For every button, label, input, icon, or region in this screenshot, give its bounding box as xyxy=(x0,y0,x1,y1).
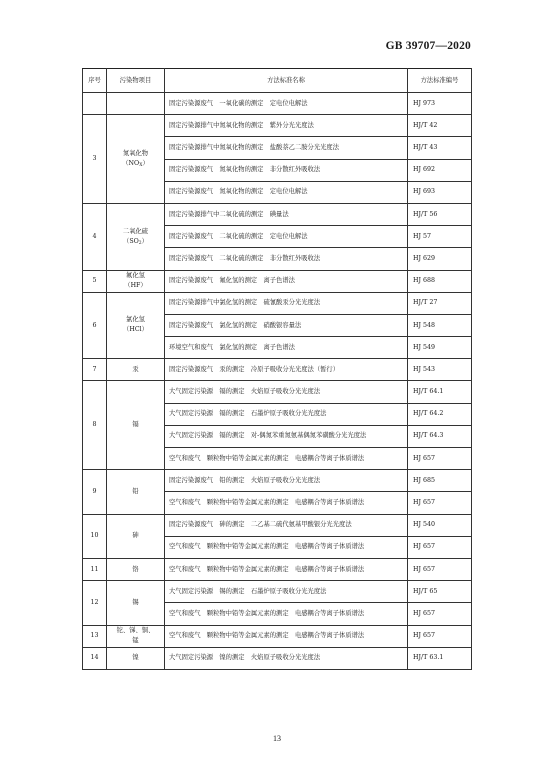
pollutant-cell xyxy=(107,203,165,270)
method-code-cell: HJ 688 xyxy=(408,270,472,292)
pollutant-name-line: $(NO_X)$ xyxy=(122,160,149,168)
method-name-cell: 固定污染源排气中二氧化硫的测定 碘量法 xyxy=(165,203,408,225)
method-standard-table xyxy=(82,68,472,670)
method-name-cell: 大气固定污染源 镉的测定 对-偶氮苯重氮氨基偶氮苯磺酸分光光度法 xyxy=(165,425,408,447)
table-row xyxy=(83,625,472,647)
pollutant-cell xyxy=(107,270,165,292)
pollutant-name-line: 氯化氢 xyxy=(126,316,145,324)
row-number-cell: 10 xyxy=(83,514,107,558)
row-number-cell: 8 xyxy=(83,381,107,470)
method-code-cell: HJ/T 56 xyxy=(408,203,472,225)
method-name-cell: 固定污染源废气 二氧化硫的测定 定电位电解法 xyxy=(165,226,408,248)
method-name-cell: 固定污染源废气 氮氧化物的测定 定电位电解法 xyxy=(165,181,408,203)
method-name-cell: 固定污染源废气 氯化氢的测定 硝酸银容量法 xyxy=(165,314,408,336)
pollutant-cell xyxy=(107,381,165,470)
method-name-cell: 大气固定污染源 镍的测定 火焰原子吸收分光光度法 xyxy=(165,647,408,669)
table-row xyxy=(83,359,472,381)
row-number-cell: 11 xyxy=(83,558,107,580)
method-code-cell: HJ/T 63.1 xyxy=(408,647,472,669)
method-name-cell: 大气固定污染源 镉的测定 火焰原子吸收分光光度法 xyxy=(165,381,408,403)
pollutant-name-line: 汞 xyxy=(132,365,139,373)
method-name-cell: 固定污染源废气 氟化氢的测定 离子色谱法 xyxy=(165,270,408,292)
pollutant-name-line: 镍 xyxy=(132,654,139,662)
method-code-cell: HJ 685 xyxy=(408,470,472,492)
pollutant-name-line: 砷 xyxy=(132,532,139,540)
pollutant-name-line: 锰 xyxy=(132,637,139,645)
method-name-cell: 固定污染源废气 砷的测定 二乙基二硫代氨基甲酸银分光光度法 xyxy=(165,514,408,536)
row-number-cell: 4 xyxy=(83,203,107,270)
method-name-cell: 固定污染源排气中氮氧化物的测定 紫外分光光度法 xyxy=(165,115,408,137)
method-code-cell: HJ 629 xyxy=(408,248,472,270)
method-name-cell: 环境空气和废气 氯化氢的测定 离子色谱法 xyxy=(165,337,408,359)
method-code-cell: HJ 549 xyxy=(408,337,472,359)
method-code-cell: HJ 657 xyxy=(408,536,472,558)
method-name-cell: 固定污染源排气中氯化氢的测定 硫氰酸汞分光光度法 xyxy=(165,292,408,314)
table-header-row xyxy=(83,69,472,93)
table-row xyxy=(83,558,472,580)
row-number-cell: 9 xyxy=(83,470,107,514)
method-name-cell: 空气和废气 颗粒物中铅等金属元素的测定 电感耦合等离子体质谱法 xyxy=(165,536,408,558)
method-code-cell: HJ 657 xyxy=(408,448,472,470)
method-name-cell: 大气固定污染源 镉的测定 石墨炉原子吸收分光光度法 xyxy=(165,403,408,425)
pollutant-cell xyxy=(107,292,165,359)
method-code-cell: HJ 657 xyxy=(408,558,472,580)
pollutant-name-line: 锡 xyxy=(132,598,139,606)
method-code-cell: HJ 657 xyxy=(408,603,472,625)
method-code-cell: HJ/T 42 xyxy=(408,115,472,137)
pollutant-cell xyxy=(107,581,165,625)
col-header-code: 方法标准编号 xyxy=(408,69,472,93)
row-number-cell: 13 xyxy=(83,625,107,647)
method-code-cell: HJ 543 xyxy=(408,359,472,381)
table-row xyxy=(83,647,472,669)
table-row xyxy=(83,292,472,314)
method-name-cell: 固定污染源废气 汞的测定 冷原子吸收分光光度法（暂行） xyxy=(165,359,408,381)
pollutant-name-line: 氟化氢 xyxy=(126,272,145,280)
pollutant-cell xyxy=(107,514,165,558)
col-header-method: 方法标准名称 xyxy=(165,69,408,93)
pollutant-cell xyxy=(107,558,165,580)
pollutant-name-line: 铊、锑、铜、 xyxy=(116,627,155,635)
method-name-cell: 空气和废气 颗粒物中铅等金属元素的测定 电感耦合等离子体质谱法 xyxy=(165,492,408,514)
pollutant-cell xyxy=(107,93,165,115)
row-number-cell: 12 xyxy=(83,581,107,625)
pollutant-name-line: 二氧化硫$(SO_2)$ xyxy=(122,227,149,246)
table-row xyxy=(83,203,472,225)
method-name-cell: 空气和废气 颗粒物中铅等金属元素的测定 电感耦合等离子体质谱法 xyxy=(165,625,408,647)
method-name-cell: 固定污染源排气中氮氧化物的测定 盐酸萘乙二胺分光光度法 xyxy=(165,137,408,159)
col-header-pollutant: 污染物项目 xyxy=(107,69,165,93)
pollutant-cell xyxy=(107,625,165,647)
method-name-cell: 固定污染源废气 氮氧化物的测定 非分散红外吸收法 xyxy=(165,159,408,181)
method-code-cell: HJ 548 xyxy=(408,314,472,336)
method-name-cell: 空气和废气 颗粒物中铅等金属元素的测定 电感耦合等离子体质谱法 xyxy=(165,558,408,580)
row-number-cell: 5 xyxy=(83,270,107,292)
pollutant-name-line: 镉 xyxy=(132,421,139,429)
table-row xyxy=(83,93,472,115)
method-code-cell: HJ 973 xyxy=(408,93,472,115)
method-name-cell: 固定污染源废气 一氧化碳的测定 定电位电解法 xyxy=(165,93,408,115)
pollutant-name-line: 铬 xyxy=(132,565,139,573)
col-header-no: 序号 xyxy=(83,69,107,93)
method-code-cell: HJ 693 xyxy=(408,181,472,203)
table-row xyxy=(83,470,472,492)
table-row xyxy=(83,381,472,403)
row-number-cell: 14 xyxy=(83,647,107,669)
method-code-cell: HJ 57 xyxy=(408,226,472,248)
method-code-cell: HJ/T 64.3 xyxy=(408,425,472,447)
method-code-cell: HJ/T 27 xyxy=(408,292,472,314)
pollutant-name-line: （HF） xyxy=(124,282,147,290)
pollutant-cell xyxy=(107,647,165,669)
method-code-cell: HJ/T 65 xyxy=(408,581,472,603)
method-name-cell: 空气和废气 颗粒物中铅等金属元素的测定 电感耦合等离子体质谱法 xyxy=(165,448,408,470)
table-row xyxy=(83,514,472,536)
method-code-cell: HJ 657 xyxy=(408,625,472,647)
method-code-cell: HJ 657 xyxy=(408,492,472,514)
table-row xyxy=(83,270,472,292)
pollutant-name-line: （HCl） xyxy=(123,326,148,334)
row-number-cell: 7 xyxy=(83,359,107,381)
pollutant-name-line: 氮氧化物 xyxy=(122,149,149,157)
pollutant-cell xyxy=(107,470,165,514)
method-code-cell: HJ/T 64.2 xyxy=(408,403,472,425)
row-number-cell xyxy=(83,93,107,115)
method-name-cell: 空气和废气 颗粒物中铅等金属元素的测定 电感耦合等离子体质谱法 xyxy=(165,603,408,625)
page-number: 13 xyxy=(273,734,281,743)
method-code-cell: HJ 540 xyxy=(408,514,472,536)
pollutant-cell xyxy=(107,115,165,204)
method-code-cell: HJ/T 43 xyxy=(408,137,472,159)
table-body xyxy=(83,93,472,670)
method-code-cell: HJ/T 64.1 xyxy=(408,381,472,403)
table-row xyxy=(83,581,472,603)
pollutant-name-line: 铅 xyxy=(132,487,139,495)
row-number-cell: 6 xyxy=(83,292,107,359)
method-name-cell: 大气固定污染源 锡的测定 石墨炉原子吸收分光光度法 xyxy=(165,581,408,603)
document-code: GB 39707—2020 xyxy=(385,40,471,52)
method-code-cell: HJ 692 xyxy=(408,159,472,181)
method-name-cell: 固定污染源废气 铅的测定 火焰原子吸收分光光度法 xyxy=(165,470,408,492)
table-row xyxy=(83,115,472,137)
row-number-cell: 3 xyxy=(83,115,107,204)
method-name-cell: 固定污染源废气 二氧化硫的测定 非分散红外吸收法 xyxy=(165,248,408,270)
pollutant-cell xyxy=(107,359,165,381)
